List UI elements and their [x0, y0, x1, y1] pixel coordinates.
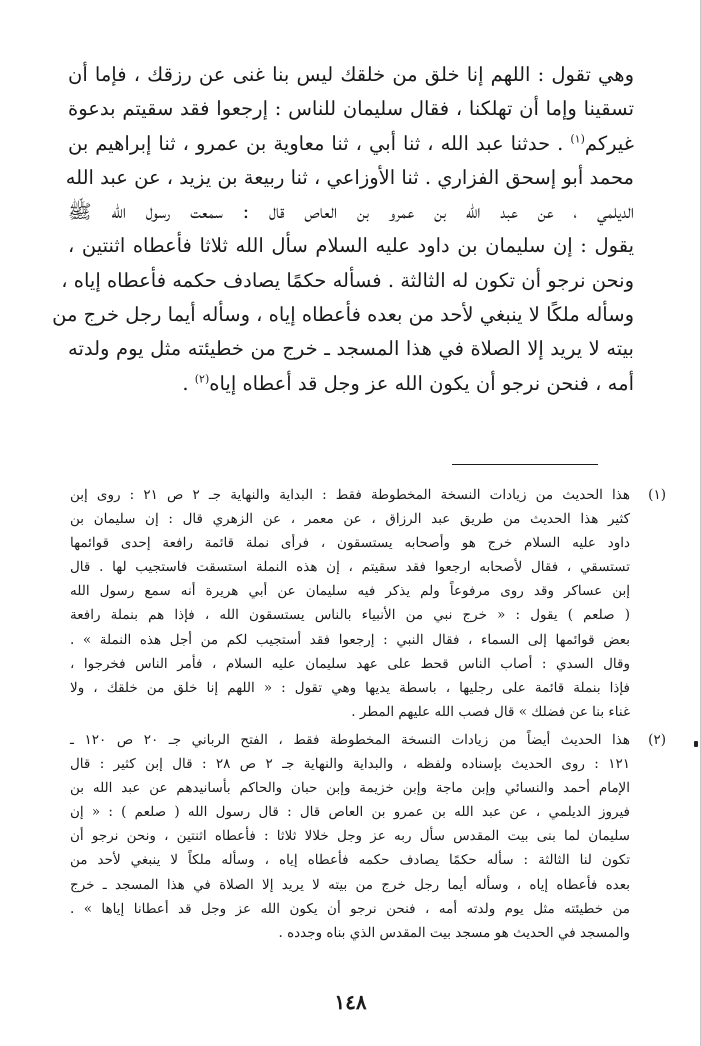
main-line-text: . حدثنا عبد الله ، ثنا أبي ، ثنا معاوية بن عمرو ، ثنا إبراهيم بن	[68, 131, 564, 155]
main-line: وهي تقول : اللهم إنا خلق من خلقك ليس بنا غنى عن رزقك ، فإما أن	[68, 63, 634, 86]
footnote-line: بعده فأعطاه إياه ، وسأله أيما رجل خرج من بيته لا يريد إلا الصلاة في هذا المسجد ـ خرج	[70, 876, 630, 893]
footnote-ref-2[interactable]: (٢)	[194, 372, 210, 386]
main-line: محمد أبو إسحق الفزاري . ثنا الأوزاعي ، ثنا ربيعة بن يزيد ، عن عبد الله	[65, 165, 634, 189]
footnote-line: فيروز الديلمي ، عن عبد الله بن عمرو بن العاص قال : قال رسول الله ( صلعم ) : « إن	[70, 804, 630, 821]
footnote-line: إبن عساكر وقد روى مرفوعاً ولم يذكر فيه سليمان عن أبي هريرة أنه سمع رسول الله	[70, 583, 630, 600]
footnote-2	[70, 728, 666, 945]
footnote-line: ( صلعم ) يقول : « خرج نبي من الأنبياء بالناس يستسقون الله ، فإذا هم بنملة رافعة	[70, 607, 630, 624]
main-line: وسأله ملكًا لا ينبغي لأحد من بعده فأعطاه إياه ، وسأله أيما رجل خرج من	[52, 303, 634, 327]
footnote-line: تستسقي ، فقال لأصحابه ارجعوا فقد سقيتم ، إن هذه النملة استسقت فاستجيب لها . قال	[70, 559, 630, 576]
main-text-block	[52, 58, 634, 401]
footnotes-block	[70, 483, 666, 945]
footnote-divider	[452, 464, 598, 465]
main-line: تسقينا وإما أن تهلكنا ، فقال سليمان للناس : إرجعوا فقد سقيتم بدعوة	[68, 97, 634, 121]
main-line	[68, 127, 634, 161]
footnote-line: هذا الحديث أيضاً من زيادات النسخة المخطوطة فقط ، الفتح الرباني جـ ٢٠ ص ١٢٠ ـ	[70, 731, 630, 748]
footnote-line: داود عليه السلام خرج هو وأصحابه يستسقون ، فرأى نملة قائمة رافعة إحدى قوائمها	[70, 535, 630, 552]
main-line-text: أمه ، فنحن نرجو أن يكون الله عز وجل قد أعطاه إياه	[209, 371, 634, 395]
main-line: الديلمي ، عن عبد الله بن عمرو بن العاص قال : سمعت رسول الله ﷺ	[68, 200, 634, 224]
main-line: بيته لا يريد إلا الصلاة في هذا المسجد ـ خرج من خطيئته مثل يوم ولدته	[68, 337, 634, 361]
footnote-line: تكون لنا الثالثة : سأله حكمًا يصادف حكمه فأعطاه إياه ، وسأله ملكاً لا ينبغي لأحد من	[70, 852, 630, 869]
footnote-line: كثير هذا الحديث من طريق عبد الرزاق ، عن معمر ، عن الزهري قال : إن سليمان بن	[70, 511, 630, 528]
footnote-line: غناء بنا عن فضلك » قال فصب الله عليهم المطر .	[351, 703, 630, 720]
footnote-line: ١٢١ : روى الحديث بإسناده ولفظه ، والبداية والنهاية جـ ٢ ص ٢٨ : قال إبن كثير : قال	[70, 756, 630, 773]
footnote-line: سليمان لما بنى بيت المقدس سأل ربه عز وجل خلالا ثلاثا : فأعطاه اثنتين ، ونحن نرجو أن	[70, 828, 630, 845]
footnote-line: فإذا بنملة قائمة على رجليها ، باسطة يديها وهي تقول : « اللهم إنا خلق من خلقك ، ولا	[70, 679, 630, 696]
footnote-line: الإمام أحمد والنسائي وإبن ماجة وإبن خزيمة وإبن حبان والحاكم بأسانيدهم عن عبد الله بن	[70, 780, 630, 797]
footnote-line: وقال السدي : أصاب الناس قحط على عهد سليمان عليه السلام ، فأمر الناس فخرجوا ،	[70, 655, 630, 672]
footnote-line: بعض قوائمها إلى السماء ، فقال النبي : إرجعوا فقد أستجيب لكم من أجل هذه النملة » .	[70, 631, 630, 648]
footnote-line: من خطيئته مثل يوم ولدته أمه ، فنحن نرجو أن يكون الله عز وجل قد أعطانا إياها » .	[70, 900, 630, 917]
footnote-ref-1[interactable]: (١)	[570, 132, 585, 146]
footnote-1	[70, 483, 666, 724]
footnote-marker: (٢)	[648, 731, 666, 748]
footnote-marker: (١)	[648, 487, 666, 503]
main-line	[68, 367, 634, 401]
main-line-text: غيركم	[584, 131, 634, 155]
main-line-end: .	[182, 371, 189, 395]
main-line: يقول : إن سليمان بن داود عليه السلام سأل الله ثلاثا فأعطاه اثنتين ،	[68, 234, 634, 258]
scan-mark	[694, 741, 698, 747]
footnote-line: والمسجد في الحديث هو مسجد بيت المقدس الذي بناه وجدده .	[278, 924, 630, 941]
page-number: ١٤٨	[334, 990, 367, 1014]
footnote-line: هذا الحديث من زيادات النسخة المخطوطة فقط : البداية والنهاية جـ ٢ ص ٢١ : روى إبن	[70, 487, 631, 503]
main-line: ونحن نرجو أن تكون له الثالثة . فسأله حكمًا يصادف حكمه فأعطاه إياه ،	[61, 268, 634, 292]
